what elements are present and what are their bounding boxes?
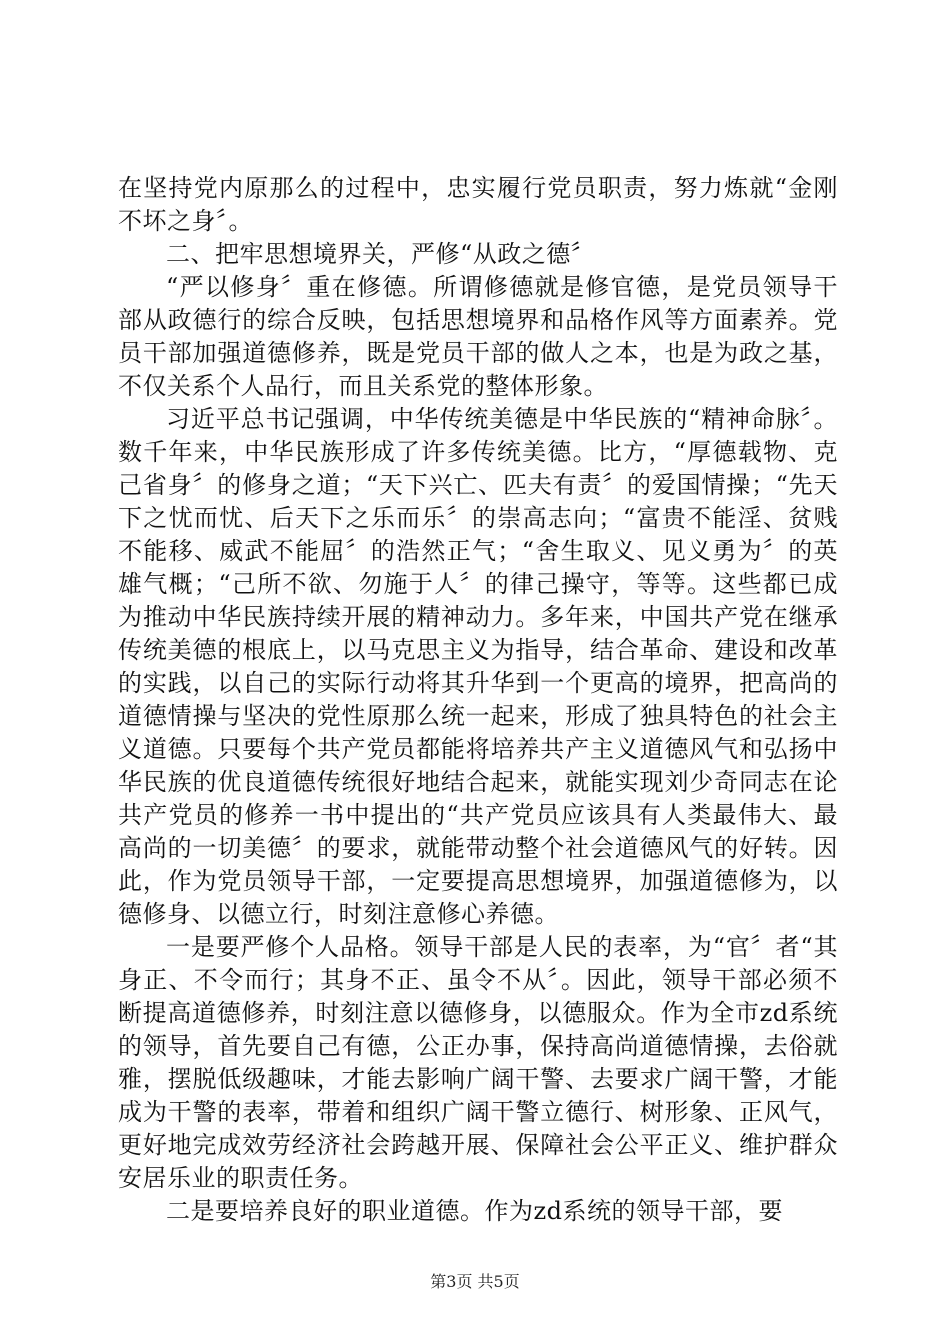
paragraph: 习近平总书记强调，中华传统美德是中华民族的“精神命脉〞。数千年来，中华民族形成了许多传统美德。比方，“厚德载物、克己省身〞的修身之道；“天下兴亡、匹夫有责〞的爱国情操；“先天下之忧而忧、后天下之乐而乐〞的崇高志向；“富贵不能淫、贫贱不能移、威武不能屈〞的浩然正气；“舍生取义、见义勇为〞的英雄气概；“己所不欲、勿施于人〞的律己操守，等等。这些都已成为推动中华民族持续开展的精神动力。多年来，中国共产党在继承传统美德的根底上，以马克思主义为指导，结合革命、建设和改革的实践，以自己的实际行动将其升华到一个更高的境界，把高尚的道德情操与坚决的党性原那么统一起来，形成了独具特色的社会主义道德。只要每个共产党员都能将培养共产主义道德风气和弘扬中华民族的优良道德传统很好地结合起来，就能实现刘少奇同志在论共产党员的修养一书中提出的“共产党员应该具有人类最伟大、最高尚的一切美德〞的要求，就能带动整个社会道德风气的好转。因此，作为党员领导干部，一定要提高思想境界，加强道德修为，以德修身、以德立行，时刻注意修心养德。 <box>118 405 838 928</box>
paragraph: “严以修身〞重在修德。所谓修德就是修官德，是党员领导干部从政德行的综合反映，包括思想境界和品格作风等方面素养。党员干部加强道德修养，既是党员干部的做人之本，也是为政之基，不仅关系个人品行，而且关系党的整体形象。 <box>118 273 838 400</box>
document-body <box>118 172 838 1228</box>
section-heading: 二、把牢思想境界关，严修“从政之德〞 <box>166 240 596 268</box>
paragraph: 一是要严修个人品格。领导干部是人民的表率，为“官〞者“其身正、不令而行；其身不正、虽令不从〞。因此，领导干部必须不断提高道德修养，时刻注意以德修身，以德服众。作为全市zd系统的领导，首先要自己有德，公正办事，保持高尚道德情操，去俗就雅，摆脱低级趣味，才能去影响广阔干警、去要求广阔干警，才能成为干警的表率，带着和组织广阔干警立德行、树形象、正风气，更好地完成效劳经济社会跨越开展、保障社会公平正义、维护群众安居乐业的职责任务。 <box>118 933 838 1192</box>
paragraph-continuation: 在坚持党内原那么的过程中，忠实履行党员职责，努力炼就“金刚不坏之身〞。 <box>118 174 838 235</box>
paragraph: 二是要培养良好的职业道德。作为zd系统的领导干部，要 <box>166 1197 784 1225</box>
page-number-footer: 第3页 共5页 <box>430 1272 520 1291</box>
